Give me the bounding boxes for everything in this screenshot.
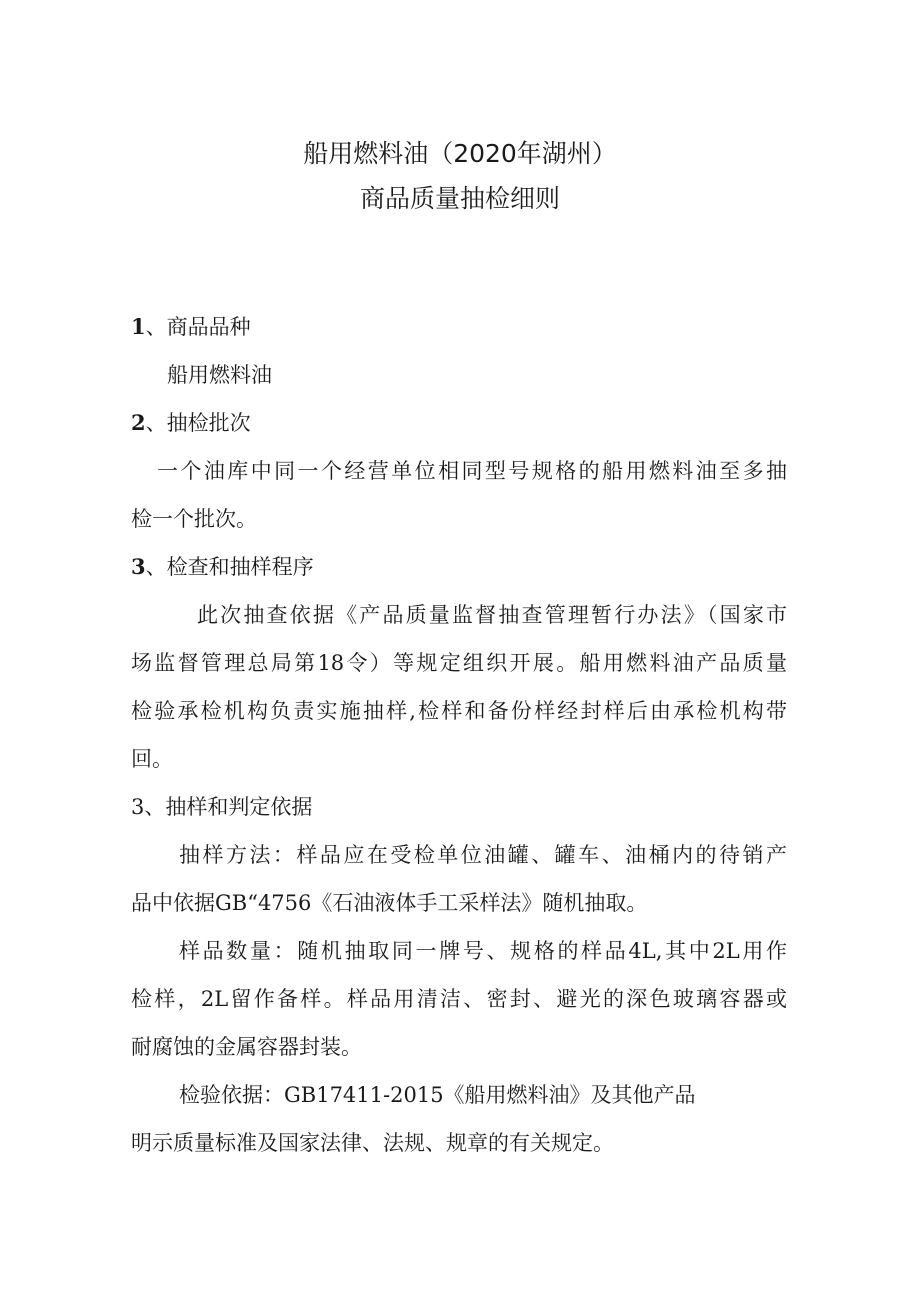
section-number: 2	[131, 410, 146, 435]
sample-quantity-line-2: 检样，2L留作备样。样品用清洁、密封、避光的深色玻璃容器或	[131, 987, 787, 1011]
section-title: 商品品种	[166, 315, 251, 339]
section-title: 抽检批次	[166, 411, 251, 435]
sample-quantity-line-1: 样品数量：随机抽取同一牌号、规格的样品4L,其中2L用作	[179, 939, 787, 963]
section-number: 3	[131, 795, 145, 819]
section-3-body-line-4: 回。	[131, 747, 173, 771]
section-separator: 、	[145, 411, 167, 435]
title-line-2: 商品质量抽检细则	[359, 184, 560, 213]
section-2-body-line-2: 检一个批次。	[131, 507, 257, 531]
section-separator: 、	[144, 795, 166, 819]
sample-quantity-line-3: 耐腐蚀的金属容器封装。	[131, 1035, 362, 1059]
section-1-body-line-1: 船用燃料油	[167, 363, 272, 387]
section-title: 检查和抽样程序	[166, 555, 314, 579]
section-heading-2	[131, 409, 251, 437]
section-2-body-line-1: 一个油库中同一个经营单位相同型号规格的船用燃料油至多抽	[157, 459, 787, 483]
section-number: 1	[131, 314, 146, 339]
section-heading-1	[131, 313, 251, 341]
title-line-1: 船用燃料油（2020年湖州）	[303, 139, 617, 168]
section-separator: 、	[145, 555, 167, 579]
sampling-method-line-1: 抽样方法：样品应在受检单位油罐、罐车、油桶内的待销产	[179, 843, 787, 867]
section-separator: 、	[145, 315, 167, 339]
section-number: 3	[131, 554, 146, 579]
inspection-basis-line-1: 检验依据：GB17411-2015《船用燃料油》及其他产品	[179, 1083, 696, 1107]
section-heading-4	[131, 793, 312, 821]
section-title: 抽样和判定依据	[165, 795, 313, 819]
section-3-body-line-3: 检验承检机构负责实施抽样,检样和备份样经封样后由承检机构带	[131, 699, 787, 723]
section-3-body-line-2: 场监督管理总局第18令）等规定组织开展。船用燃料油产品质量	[131, 651, 787, 675]
section-heading-3	[131, 553, 314, 581]
section-3-body-line-1: 此次抽查依据《产品质量监督抽查管理暂行办法》（国家市	[197, 603, 787, 627]
sampling-method-line-2: 品中依据GB“4756《石油液体手工采样法》随机抽取。	[131, 891, 648, 915]
inspection-basis-line-2: 明示质量标准及国家法律、法规、规章的有关规定。	[131, 1131, 614, 1155]
